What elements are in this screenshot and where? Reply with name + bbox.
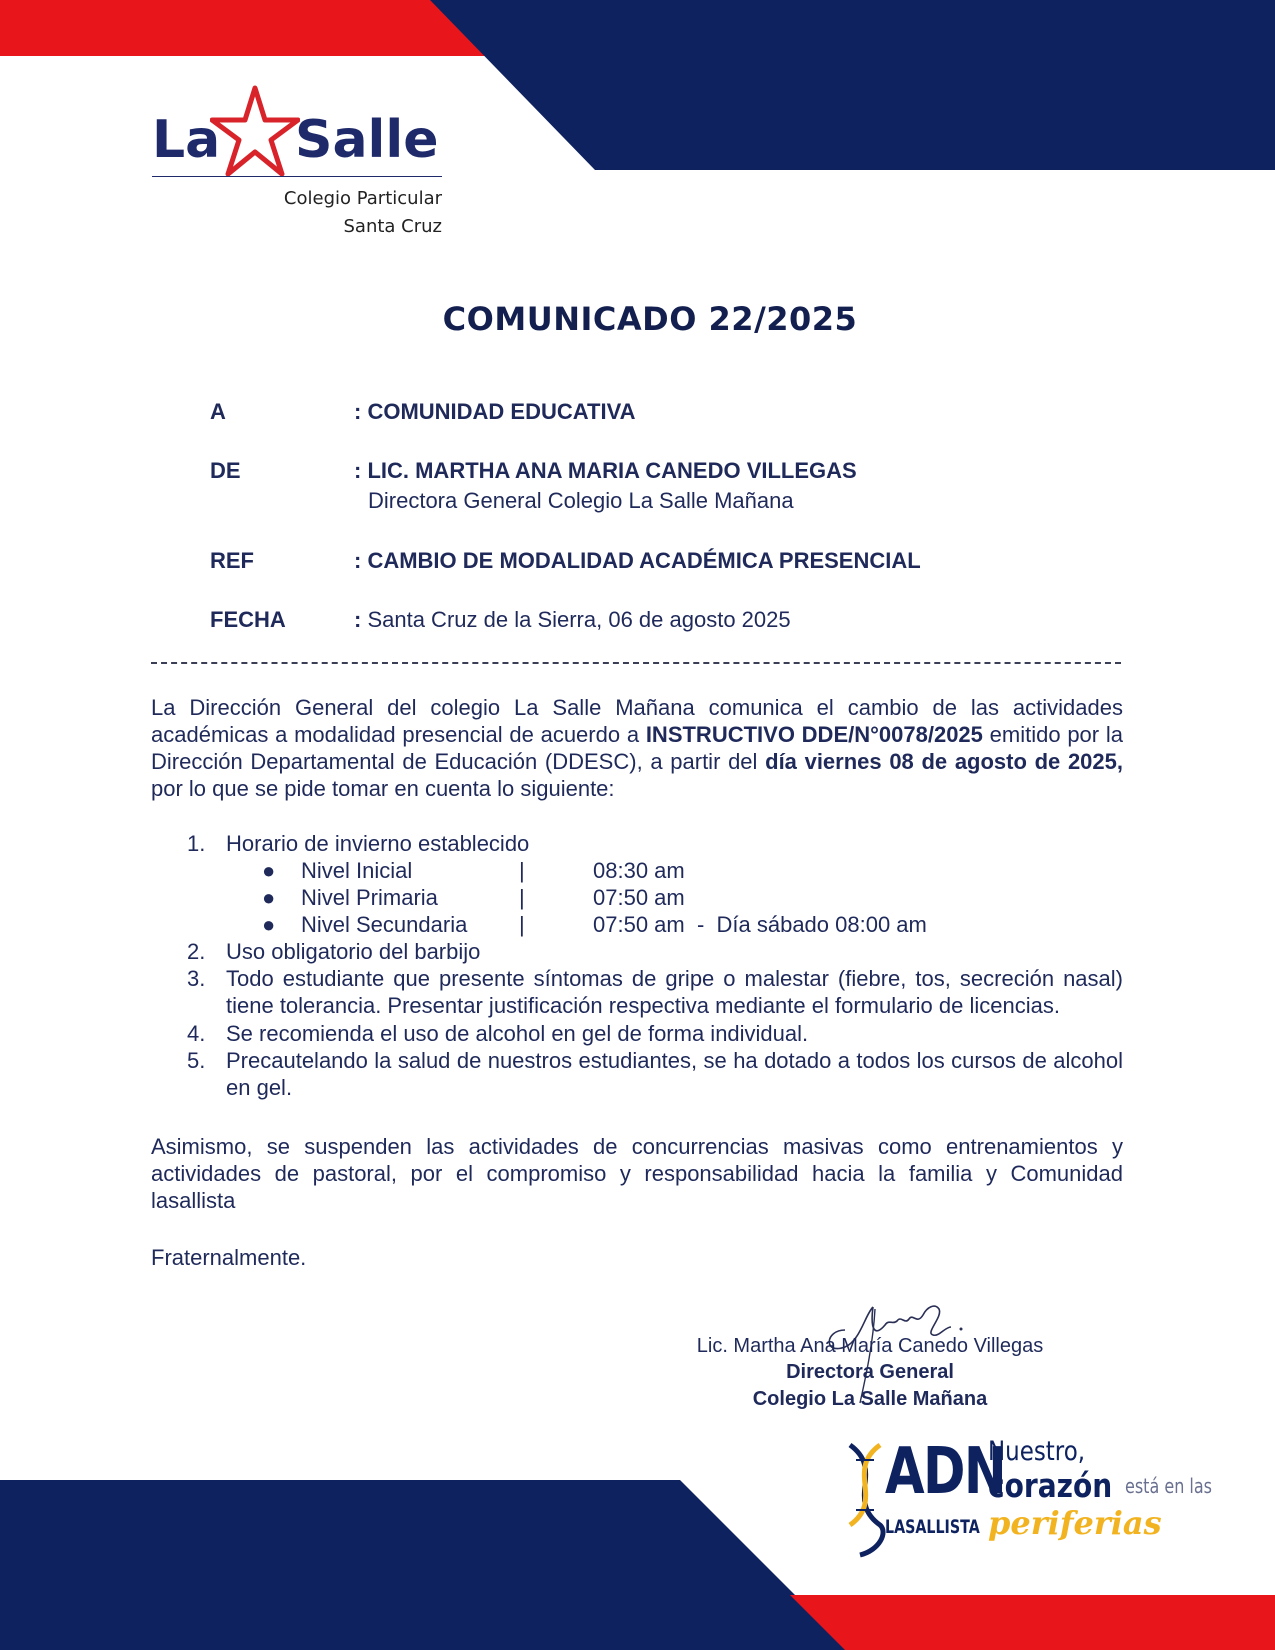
schedule-time: 07:50 am — [593, 885, 685, 910]
bullet-icon: ● — [262, 885, 276, 910]
field-subvalue-de: Directora General Colegio La Salle Mañana — [368, 488, 794, 513]
list-item-5-text: Precautelando la salud de nuestros estudiantes, se ha dotado a todos los cursos de alcohol en gel. — [226, 1048, 1123, 1100]
field-value-ref — [354, 548, 921, 574]
farewell: Fraternalmente. — [151, 1245, 307, 1270]
schedule-sep: | — [519, 912, 525, 937]
bottom-red-stripe — [790, 1595, 1275, 1650]
schedule-time: 08:30 am — [593, 858, 685, 883]
schedule-level: Nivel Secundaria — [301, 912, 468, 937]
star-icon — [210, 82, 300, 182]
field-label-de: DE — [210, 458, 241, 483]
logo-word-salle: Salle — [295, 110, 439, 170]
field-label-fecha: FECHA — [210, 607, 286, 632]
list-item-3-text: Todo estudiante que presente síntomas de gripe o malestar (fiebre, tos, secreción nasal) tiene tolerancia. Presentar justificación respectiva mediante el formulario de licencias. — [226, 966, 1123, 1018]
field-label-a: A — [210, 399, 226, 424]
schedule-sep: | — [519, 885, 525, 910]
start-date: día viernes 08 de agosto de 2025, — [765, 749, 1124, 774]
list-item-4: 4. — [187, 1021, 206, 1046]
logo-word-la: La — [152, 110, 221, 170]
signature-name: Lic. Martha Ana María Canedo Villegas — [696, 1335, 1044, 1357]
bullet-icon: ● — [262, 912, 276, 937]
bullet-icon: ● — [262, 858, 276, 883]
fecha-value: Santa Cruz de la Sierra, 06 de agosto 2025 — [367, 607, 791, 632]
lasallista-text: LASALLISTA — [885, 1516, 980, 1538]
field-value-de — [354, 458, 857, 484]
school-logo — [150, 80, 450, 245]
list-num: 1. — [187, 831, 206, 856]
de-value: : LIC. MARTHA ANA MARIA CANEDO VILLEGAS — [354, 458, 857, 483]
list-item-2-text: Uso obligatorio del barbijo — [226, 939, 481, 964]
logo-subtitle-2: Santa Cruz — [343, 216, 442, 237]
esta-text: está en las — [1125, 1474, 1212, 1498]
list-item-2: 2. — [187, 939, 206, 964]
signature-school: Colegio La Salle Mañana — [752, 1388, 988, 1410]
schedule-level: Nivel Inicial — [301, 858, 413, 883]
list-item-1-text: Horario de invierno establecido — [226, 831, 530, 856]
schedule-sep: | — [519, 858, 525, 883]
field-value-a — [354, 399, 636, 425]
logo-subtitle-1: Colegio Particular — [283, 188, 442, 209]
page-title: COMUNICADO 22/2025 — [442, 300, 858, 338]
top-navy-band — [430, 0, 1275, 170]
ref-value: : CAMBIO DE MODALIDAD ACADÉMICA PRESENCIAL — [354, 548, 921, 573]
list-item-3: 3. — [187, 966, 206, 991]
fecha-colon: : — [354, 607, 362, 632]
divider — [151, 662, 1121, 664]
signature-role: Directora General — [786, 1361, 954, 1383]
top-red-stripe — [0, 0, 490, 56]
corazon-text: corazón — [988, 1466, 1113, 1505]
list-item-1 — [187, 830, 205, 857]
a-value: : COMUNIDAD EDUCATIVA — [354, 399, 636, 424]
adn-text: ADN — [885, 1435, 1006, 1509]
nuestro-text: Nuestro, — [988, 1436, 1086, 1467]
dna-helix-icon — [840, 1440, 890, 1560]
list-item-4-text: Se recomienda el uso de alcohol en gel de forma individual. — [226, 1021, 809, 1046]
intro-text-3: por lo que se pide tomar en cuenta lo siguiente: — [151, 776, 615, 801]
intro-text-2: emitido por la Dirección Departamental de Educación (DDESC), a partir del — [151, 722, 1123, 774]
bottom-navy-band — [0, 1480, 850, 1650]
field-label-ref: REF — [210, 548, 254, 573]
closing-paragraph: Asimismo, se suspenden las actividades de concurrencias masivas como entrenamientos y actividades de pastoral, por el compromiso y responsabilidad hacia la familia y Comunidad lasallista — [151, 1134, 1123, 1213]
adn-lasallista-badge — [805, 1430, 1235, 1580]
logo-underline — [152, 176, 442, 177]
intro-paragraph — [151, 694, 1123, 802]
schedule-time: 07:50 am - Día sábado 08:00 am — [593, 912, 927, 937]
periferias-text: periferias — [988, 1504, 1162, 1542]
instructivo-ref: INSTRUCTIVO DDE/N°0078/2025 — [645, 722, 983, 747]
list-item-5: 5. — [187, 1048, 206, 1073]
field-value-fecha — [354, 607, 791, 633]
schedule-level: Nivel Primaria — [301, 885, 438, 910]
intro-text-1: La Dirección General del colegio La Salle Mañana comunica el cambio de las actividades académicas a modalidad presencial de acuerdo a — [151, 695, 1123, 747]
